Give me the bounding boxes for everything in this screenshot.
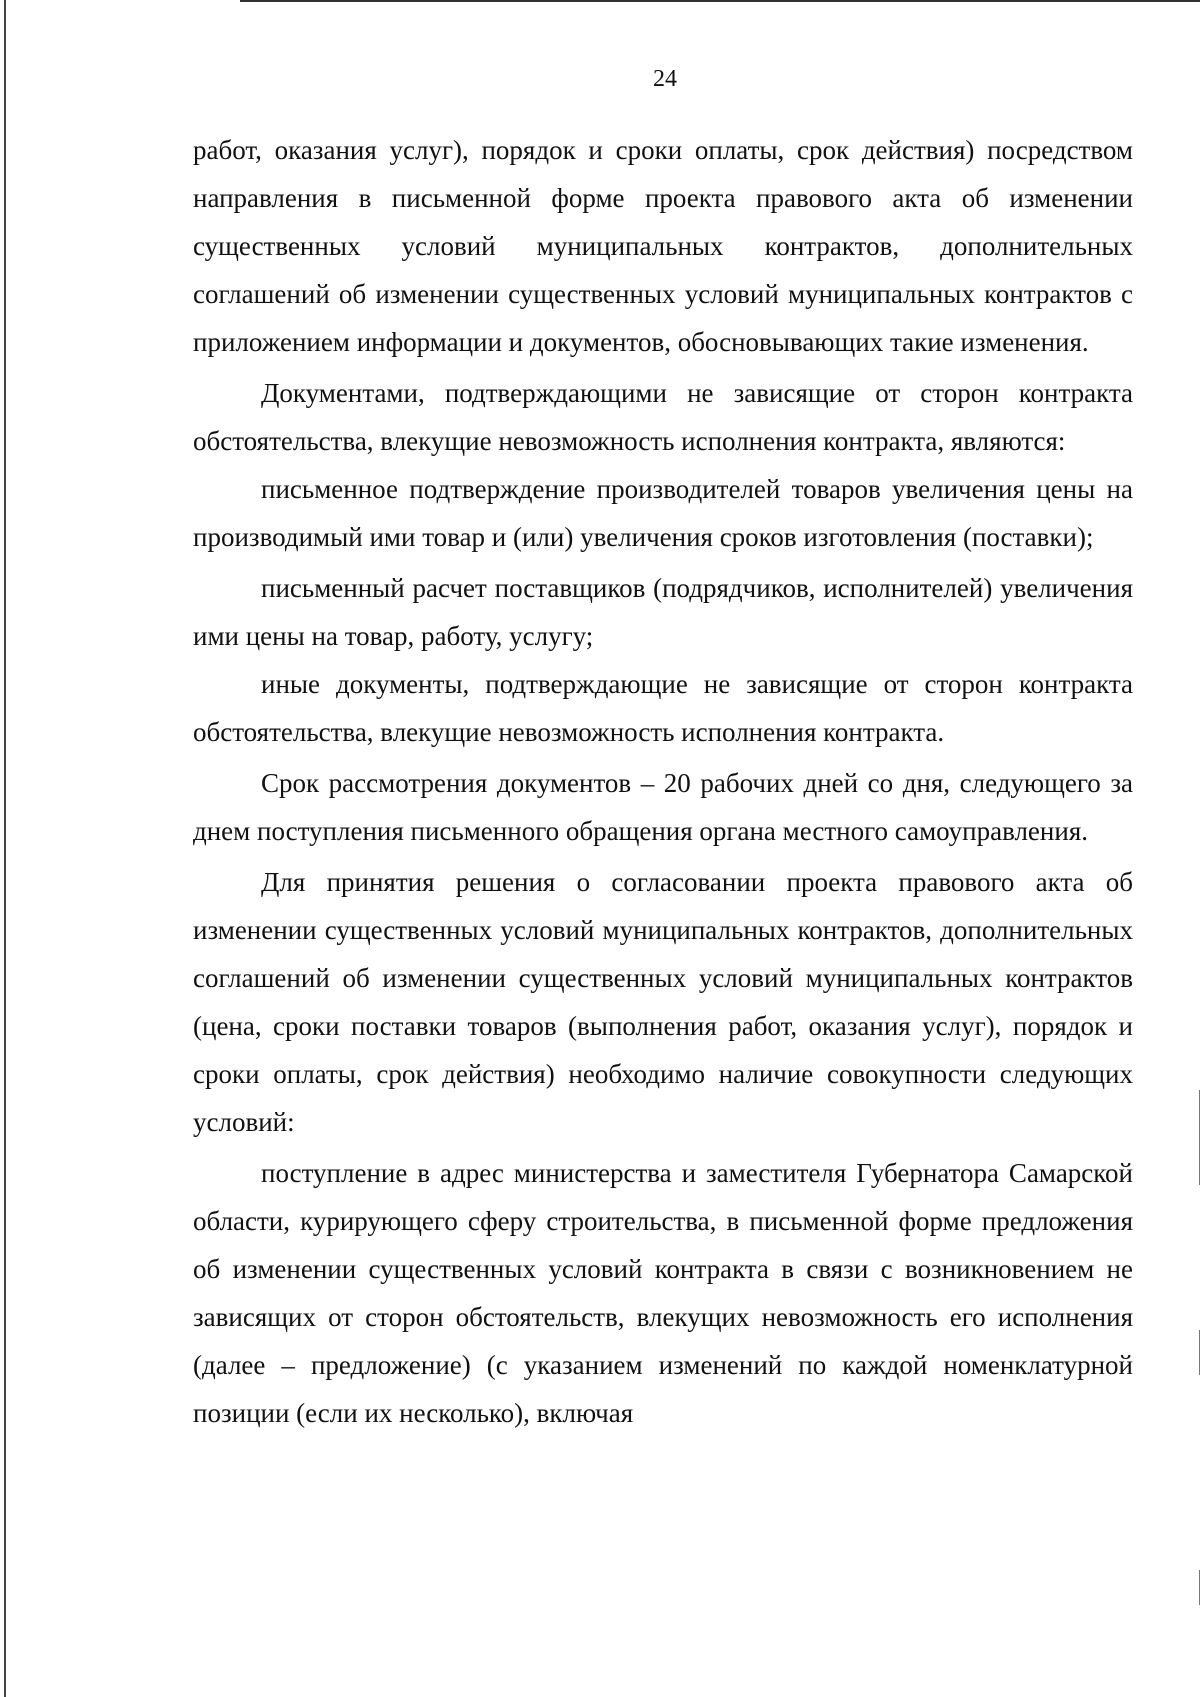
paragraph: письменное подтверждение производителей товаров увеличения цены на производимый ими товар и (или) увеличения сроков изготовления (поставки); (193, 474, 1133, 552)
page-number: 24 (653, 66, 677, 92)
paragraph: работ, оказания услуг), порядок и сроки оплаты, срок действия) посредством направления в письменной форме проекта правового акта об изменении существенных условий муниципальных контрактов, дополнительных соглашений об изменении существенных условий муниципальных контрактов с приложением информации и документов, обосновывающих такие изменения. (193, 135, 1133, 357)
paragraph: поступление в адрес министерства и заместителя Губернатора Самарской области, курирующего сферу строительства, в письменной форме предложения об изменении существенных условий контракта в связи с возникновением не зависящих от сторон обстоятельств, влекущих невозможность его исполнения (далее – предложение) (с указанием изменений по каждой номенклатурной позиции (если их несколько), включая (193, 1158, 1133, 1428)
paragraph: иные документы, подтверждающие не зависящие от сторон контракта обстоятельства, влекущие невозможность исполнения контракта. (193, 669, 1133, 747)
paragraph: Для принятия решения о согласовании проекта правового акта об изменении существенных условий муниципальных контрактов, дополнительных соглашений об изменении существенных условий муниципальных контрактов (цена, сроки поставки товаров (выполнения работ, оказания услуг), порядок и сроки оплаты, срок действия) необходимо наличие совокупности следующих условий: (193, 867, 1133, 1137)
paragraph: Срок рассмотрения документов – 20 рабочих дней со дня, следующего за днем поступления письменного обращения органа местного самоуправления. (193, 768, 1133, 846)
document-body (193, 126, 1133, 1437)
paragraph: письменный расчет поставщиков (подрядчиков, исполнителей) увеличения ими цены на товар, работу, услугу; (193, 573, 1133, 651)
paragraph: Документами, подтверждающими не зависящие от сторон контракта обстоятельства, влекущие невозможность исполнения контракта, являются: (193, 378, 1133, 456)
scan-left-border (4, 0, 6, 1697)
scan-top-border (240, 0, 1200, 2)
